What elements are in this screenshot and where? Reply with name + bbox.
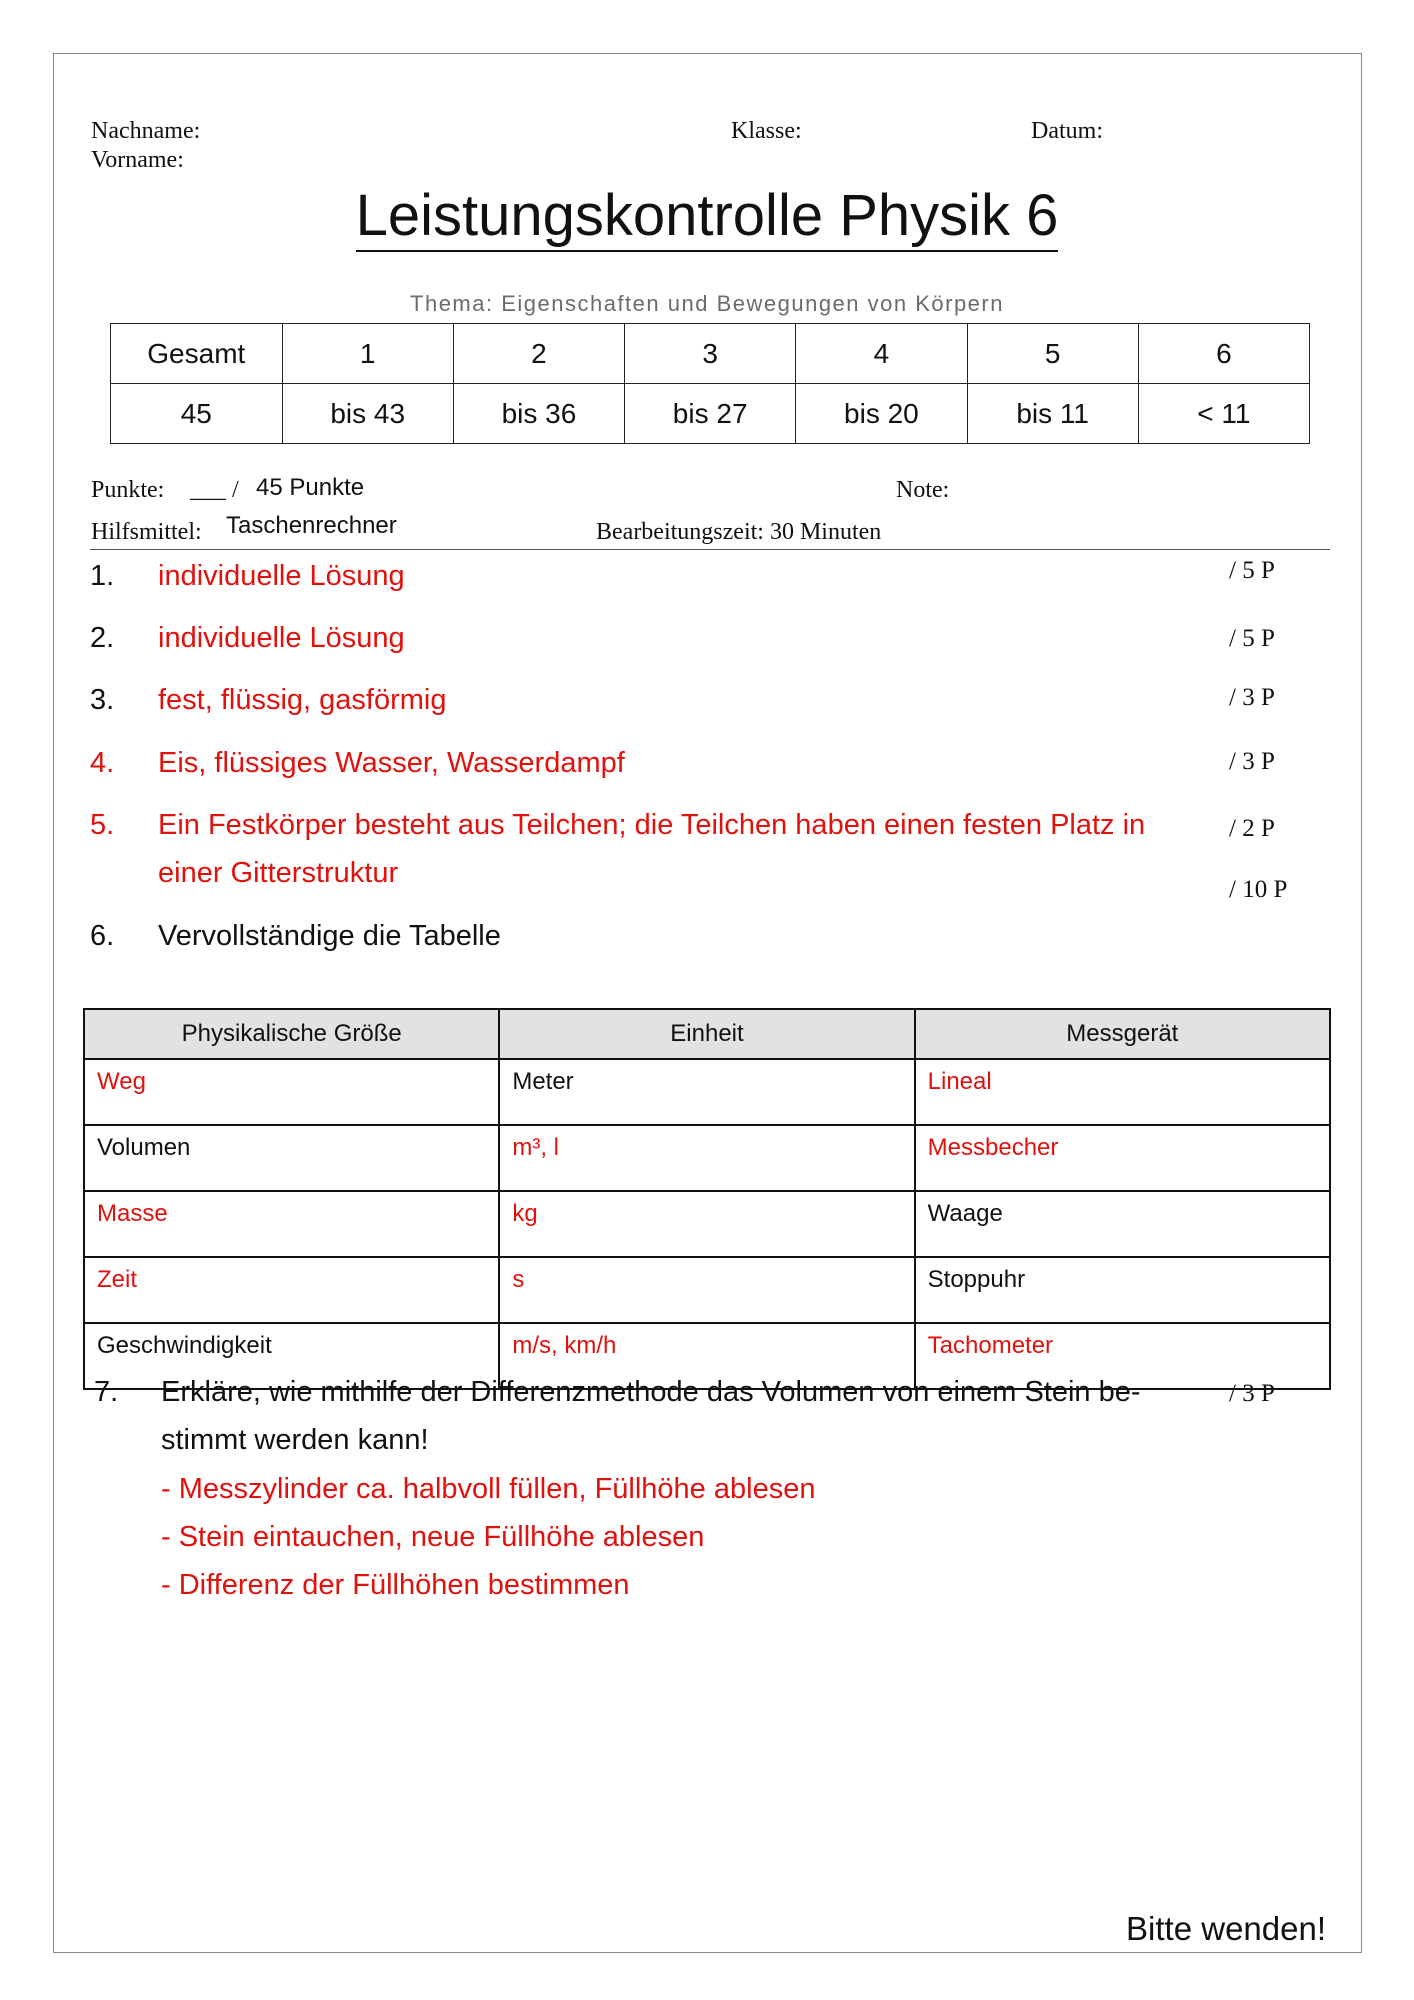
table-cell: kg bbox=[499, 1191, 914, 1257]
task-points: / 2 P bbox=[1229, 815, 1275, 842]
task-7-answer: - Messzylinder ca. halbvoll füllen, Füllhöhe ablesen bbox=[161, 1473, 816, 1505]
grade-cell: Gesamt bbox=[111, 324, 283, 384]
task-text: Vervollständige die Tabelle bbox=[158, 920, 501, 952]
punkte-label: Punkte: bbox=[91, 477, 165, 503]
page-subtitle: Thema: Eigenschaften und Bewegungen von Körpern bbox=[410, 291, 1004, 316]
grade-cell: < 11 bbox=[1138, 384, 1309, 444]
grade-cell: 3 bbox=[625, 324, 796, 384]
grade-cell: bis 43 bbox=[282, 384, 453, 444]
table-cell: Waage bbox=[915, 1191, 1330, 1257]
table-cell: Volumen bbox=[84, 1125, 499, 1191]
table-cell: Zeit bbox=[84, 1257, 499, 1323]
note-label: Note: bbox=[896, 477, 950, 503]
answer-text: einer Gitterstruktur bbox=[158, 857, 399, 889]
column-header: Einheit bbox=[499, 1009, 914, 1059]
table-cell: Stoppuhr bbox=[915, 1257, 1330, 1323]
hilfsmittel-value: Taschenrechner bbox=[226, 512, 397, 539]
grade-cell: 2 bbox=[453, 324, 624, 384]
klasse-label: Klasse: bbox=[731, 118, 802, 144]
task-7-answer: - Stein eintauchen, neue Füllhöhe ablesen bbox=[161, 1521, 705, 1553]
bearbeitungszeit: Bearbeitungszeit: 30 Minuten bbox=[596, 519, 882, 545]
table-cell: Lineal bbox=[915, 1059, 1330, 1125]
vorname-label: Vorname: bbox=[91, 147, 184, 173]
task-points: / 10 P bbox=[1229, 876, 1288, 903]
table-cell: m/s, km/h bbox=[499, 1323, 914, 1389]
task-points: / 3 P bbox=[1229, 684, 1275, 711]
measure-table bbox=[83, 1008, 1331, 1390]
grade-cell: 6 bbox=[1138, 324, 1309, 384]
answer-text: Eis, flüssiges Wasser, Wasserdampf bbox=[158, 747, 625, 779]
task-7-line2: stimmt werden kann! bbox=[161, 1424, 429, 1456]
table-cell: Tachometer bbox=[915, 1323, 1330, 1389]
grade-cell: bis 27 bbox=[625, 384, 796, 444]
punkte-blank: ___ / bbox=[190, 477, 239, 503]
task-7-line1: Erkläre, wie mithilfe der Differenzmethode das Volumen von einem Stein be- bbox=[161, 1376, 1141, 1408]
table-row bbox=[84, 1125, 1330, 1191]
grade-table bbox=[110, 323, 1310, 444]
task-7-answer: - Differenz der Füllhöhen bestimmen bbox=[161, 1569, 630, 1601]
table-cell: s bbox=[499, 1257, 914, 1323]
grade-cell: bis 11 bbox=[967, 384, 1138, 444]
grade-cell: bis 20 bbox=[796, 384, 967, 444]
answer-text: individuelle Lösung bbox=[158, 622, 405, 654]
column-header: Physikalische Größe bbox=[84, 1009, 499, 1059]
nachname-label: Nachname: bbox=[91, 118, 201, 144]
task-points: / 5 P bbox=[1229, 557, 1275, 584]
table-cell: Masse bbox=[84, 1191, 499, 1257]
task-points: / 5 P bbox=[1229, 625, 1275, 652]
grade-cell: bis 36 bbox=[453, 384, 624, 444]
answer-text: individuelle Lösung bbox=[158, 560, 405, 592]
grade-cell: 4 bbox=[796, 324, 967, 384]
grade-cell: 1 bbox=[282, 324, 453, 384]
table-row bbox=[84, 1059, 1330, 1125]
measure-header-row bbox=[84, 1009, 1330, 1059]
hilfsmittel-label: Hilfsmittel: bbox=[91, 519, 202, 545]
grade-cell: 5 bbox=[967, 324, 1138, 384]
grade-row-points bbox=[111, 384, 1310, 444]
table-row bbox=[84, 1257, 1330, 1323]
table-cell: m³, l bbox=[499, 1125, 914, 1191]
task-7-number: 7. bbox=[94, 1376, 119, 1408]
grade-cell: 45 bbox=[111, 384, 283, 444]
answer-text: Ein Festkörper besteht aus Teilchen; die Teilchen haben einen festen Platz in bbox=[158, 809, 1146, 841]
table-cell: Messbecher bbox=[915, 1125, 1330, 1191]
table-cell: Weg bbox=[84, 1059, 499, 1125]
table-cell: Meter bbox=[499, 1059, 914, 1125]
answer-text: fest, flüssig, gasförmig bbox=[158, 684, 447, 716]
grade-row-labels bbox=[111, 324, 1310, 384]
column-header: Messgerät bbox=[915, 1009, 1330, 1059]
task-points: / 3 P bbox=[1229, 748, 1275, 775]
divider bbox=[90, 549, 1330, 550]
page-title: Leistungskontrolle Physik 6 bbox=[0, 182, 1414, 249]
punkte-value: 45 Punkte bbox=[256, 474, 365, 501]
task-points: / 3 P bbox=[1229, 1380, 1275, 1407]
datum-label: Datum: bbox=[1031, 118, 1103, 144]
table-cell: Geschwindigkeit bbox=[84, 1323, 499, 1389]
table-row bbox=[84, 1191, 1330, 1257]
footer-note: Bitte wenden! bbox=[1126, 1910, 1326, 1947]
